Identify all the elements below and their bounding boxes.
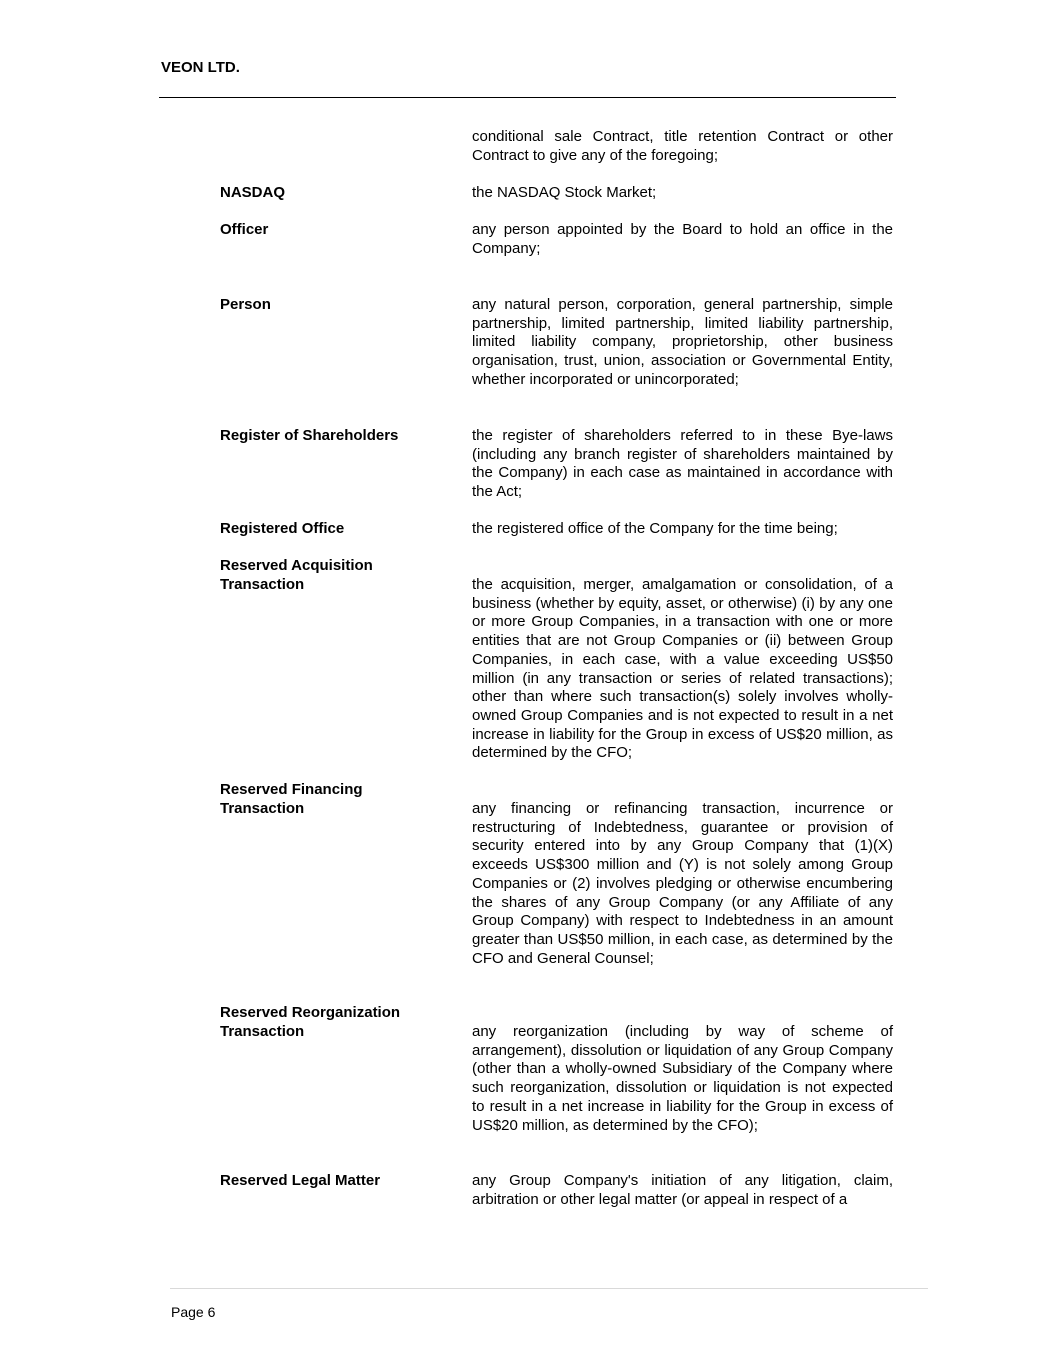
- definition-reserved-reorganization-transaction: any reorganization (including by way of scheme of arrangement), dissolution or liquidation of any Group Company (other than a wholly-owned Subsidiary of the Company where such reorganization, dissolution or liquidation is not expected to result in a net increase in liability for the Group in excess of US$20 million, as determined by the CFO);: [472, 1023, 893, 1134]
- definition-officer: any person appointed by the Board to hold an office in the Company;: [472, 221, 893, 257]
- term-reserved-acquisition-transaction: Reserved Acquisition Transaction: [220, 557, 373, 593]
- definition-register-of-shareholders: the register of shareholders referred to in these Bye-laws (including any branch register of shareholders maintained by the Company) in each case as maintained in accordance with the Act;: [472, 427, 893, 501]
- term-nasdaq: NASDAQ: [220, 184, 286, 201]
- term-officer: Officer: [220, 221, 269, 238]
- term-reserved-financing-transaction: Reserved Financing Transaction: [220, 781, 363, 817]
- term-register-of-shareholders: Register of Shareholders: [220, 427, 399, 444]
- header-divider: [159, 97, 896, 98]
- definition-registered-office: the registered office of the Company for the time being;: [472, 520, 838, 537]
- term-registered-office: Registered Office: [220, 520, 345, 537]
- definition-person: any natural person, corporation, general partnership, simple partnership, limited partnership, limited liability partnership, limited liability company, proprietorship, other business organisation, trust, union, association or Governmental Entity, whether incorporated or unincorporated;: [472, 296, 893, 388]
- page-number: Page 6: [171, 1304, 216, 1320]
- footer-divider: [170, 1288, 928, 1289]
- definition-nasdaq: the NASDAQ Stock Market;: [472, 184, 657, 201]
- term-person: Person: [220, 296, 271, 313]
- definition-reserved-legal-matter: any Group Company's initiation of any litigation, claim, arbitration or other legal matter (or appeal in respect of a: [472, 1172, 893, 1208]
- definition-continuation: conditional sale Contract, title retention Contract or other Contract to give any of the foregoing;: [472, 128, 893, 164]
- term-reserved-reorganization-transaction: Reserved Reorganization Transaction: [220, 1004, 401, 1040]
- document-header-title: VEON LTD.: [161, 59, 240, 76]
- definition-reserved-acquisition-transaction: the acquisition, merger, amalgamation or consolidation, of a business (whether by equity, asset, or otherwise) (i) by any one or more Group Companies, in a transaction with one or more entities that are not Group Companies or (ii) between Group Companies, in each case, with a value exceeding US$50 million (in any transaction or series of related transactions); other than where such transaction(s) solely involves wholly-owned Group Companies and is not expected to result in a net increase in liability for the Group in excess of US$20 million, as determined by the CFO;: [472, 576, 893, 762]
- definition-reserved-financing-transaction: any financing or refinancing transaction, incurrence or restructuring of Indebtedness, guarantee or provision of security entered into by any Group Company that (1)(X) exceeds US$300 million and (Y) is not solely among Group Companies or (2) involves pledging or otherwise encumbering the shares of any Group Company (or any Affiliate of any Group Company) with respect to Indebtedness in an amount greater than US$50 million, in each case, as determined by the CFO and General Counsel;: [472, 800, 893, 967]
- term-reserved-legal-matter: Reserved Legal Matter: [220, 1172, 381, 1189]
